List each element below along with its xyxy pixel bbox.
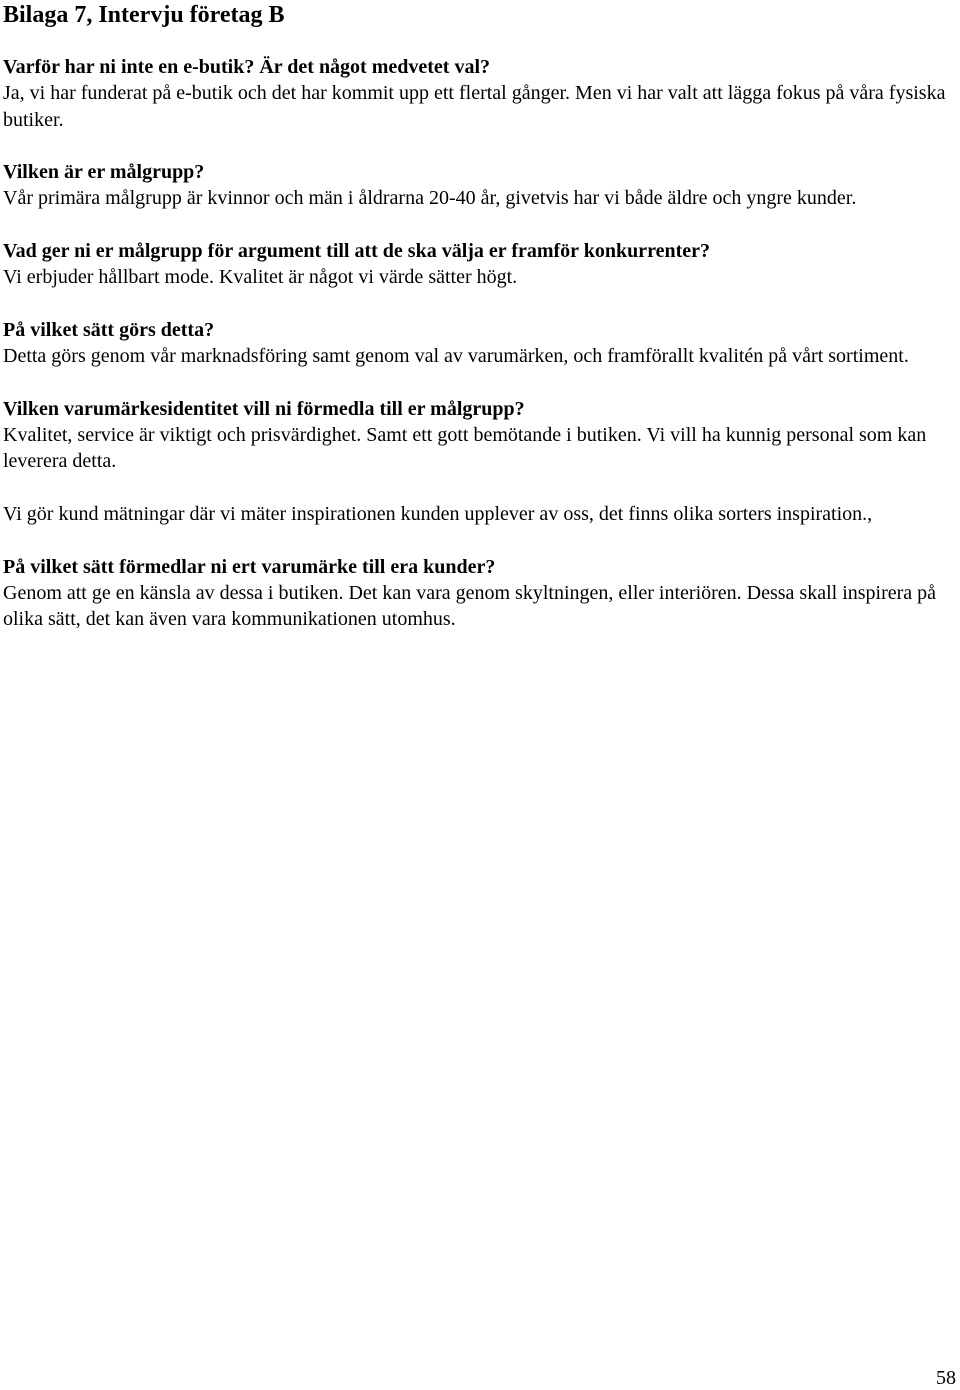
- question: Varför har ni inte en e-butik? Är det något medvetet val?: [3, 56, 491, 78]
- qa-section-5: [3, 396, 958, 475]
- question: Vad ger ni er målgrupp för argument till att de ska välja er framför konkurrenter?: [3, 240, 710, 263]
- answer: Ja, vi har funderat på e-butik och det har kommit upp ett flertal gånger. Men vi har valt att lägga fokus på våra fysiska butiker.: [3, 82, 946, 131]
- qa-section-1: [3, 54, 958, 133]
- spacer: [3, 291, 958, 317]
- answer: Vi erbjuder hållbart mode. Kvalitet är något vi värde sätter högt.: [3, 266, 518, 289]
- qa-section-2: [3, 159, 958, 212]
- answer: Vi gör kund mätningar där vi mäter inspirationen kunden upplever av oss, det finns olika sorters inspiration.,: [3, 503, 873, 526]
- question: På vilket sätt förmedlar ni ert varumärke till era kunder?: [3, 555, 496, 578]
- qa-section-6: [3, 501, 958, 527]
- qa-section-7: [3, 554, 958, 633]
- qa-section-3: [3, 238, 958, 291]
- qa-section-4: [3, 317, 958, 370]
- spacer: [3, 29, 958, 54]
- spacer: [3, 475, 958, 501]
- spacer: [3, 527, 958, 553]
- question: Vilken är er målgrupp?: [3, 161, 205, 184]
- document-page: [3, 0, 958, 633]
- page-number: 58: [936, 1367, 956, 1389]
- answer: Vår primära målgrupp är kvinnor och män i åldrarna 20-40 år, givetvis har vi både äldre och yngre kunder.: [3, 187, 857, 210]
- spacer: [3, 133, 958, 159]
- question: Vilken varumärkesidentitet vill ni förmedla till er målgrupp?: [3, 397, 525, 420]
- spacer: [3, 212, 958, 238]
- answer: Kvalitet, service är viktigt och prisvärdighet. Samt ett gott bemötande i butiken. Vi vill ha kunnig personal som kan leverera detta.: [3, 424, 927, 473]
- answer: Genom att ge en känsla av dessa i butiken. Det kan vara genom skyltningen, eller interiören. Dessa skall inspirera på olika sätt, det kan även vara kommunikationen utomhus.: [3, 581, 937, 631]
- spacer: [3, 370, 958, 396]
- document-title: Bilaga 7, Intervju företag B: [3, 2, 285, 28]
- answer: Detta görs genom vår marknadsföring samt genom val av varumärken, och framförallt kvalitén på vårt sortiment.: [3, 345, 909, 368]
- question: På vilket sätt görs detta?: [3, 318, 215, 341]
